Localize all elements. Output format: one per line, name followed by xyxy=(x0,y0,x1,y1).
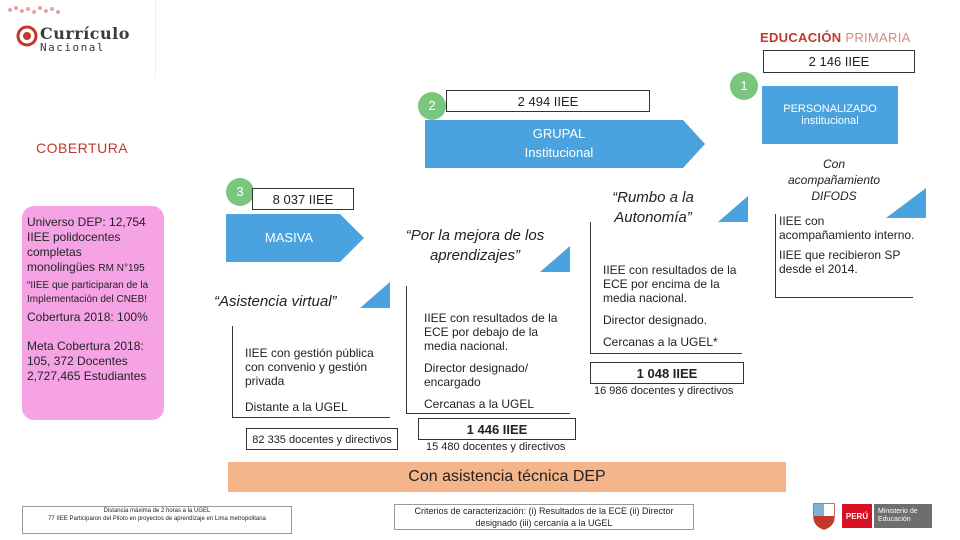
coverage-goal: Meta Cobertura 2018: 105, 372 Docentes 2,727,465 Estudiantes xyxy=(27,339,147,383)
coverage-title: COBERTURA xyxy=(36,140,129,156)
rumbo-staff: 16 986 docentes y directivos xyxy=(594,385,734,397)
level-bold: EDUCACIÓN xyxy=(760,30,842,45)
middle-staff: 15 480 docentes y directivos xyxy=(426,441,566,453)
tier1-name: PERSONALIZADO xyxy=(783,103,877,115)
mejora-slogan: “Por la mejora de los aprendizajes” xyxy=(405,227,545,264)
tier1-sub: institucional xyxy=(801,115,859,127)
tier3-staff-box xyxy=(246,428,398,450)
tier2-name: GRUPAL xyxy=(532,126,586,141)
middle-total: 1 446 IIEE xyxy=(466,422,528,437)
coverage-2018: Cobertura 2018: 100% xyxy=(27,310,148,324)
tier2-sub: Institucional xyxy=(524,145,594,160)
ministry-name-badge xyxy=(874,504,932,528)
criteria-text: Criterios de caracterización: (i) Resultados de la ECE (ii) Director designado (iii) cercanía a la UGEL xyxy=(414,506,674,528)
tier2-grupal-label xyxy=(425,124,693,162)
middle-crit2: Director designado/ encargado xyxy=(424,361,529,389)
tier3-crit2: Distante a la UGEL xyxy=(245,400,348,414)
universe-text: Universo DEP: 12,754 IIEE polidocentes completas monolingües RM N°195 xyxy=(27,215,146,274)
tier2-number: 2 xyxy=(418,92,446,120)
middle-crit1: IIEE con resultados de la ECE por debajo de la media nacional. xyxy=(424,311,558,353)
logo-subtitle: Nacional xyxy=(40,41,105,54)
tier1-personalizado-block xyxy=(762,86,898,144)
tier1-count-box xyxy=(763,50,915,73)
rumbo-slogan: “Rumbo a la Autonomía” xyxy=(612,189,694,226)
tier1-criteria-outline xyxy=(775,214,913,298)
rumbo-total-box xyxy=(590,362,744,384)
tier3-name: MASIVA xyxy=(264,230,314,245)
dep-banner-text: Con asistencia técnica DEP xyxy=(408,468,606,485)
ministry-name: Ministerio de Educación xyxy=(878,508,918,523)
cneb-note: “IIEE que participaran de la Implementación del CNEB! xyxy=(27,280,149,305)
tier3-count-box xyxy=(252,188,354,210)
tier1-support: Con acompañamiento DIFODS xyxy=(787,157,881,203)
rumbo-crit3: Cercanas a la UGEL* xyxy=(603,335,718,349)
tier1-number: 1 xyxy=(730,72,758,100)
logo-area xyxy=(0,0,156,78)
country-name: PERÚ xyxy=(845,511,869,521)
footnote-text: Distancia máxima de 2 horas a la UGEL 77 IIEE Participaron del Piloto en proyectos de aprendizaje en Lima metropolitana xyxy=(48,508,266,522)
tier3-slogan-virtual: “Asistencia virtual” xyxy=(214,293,337,310)
tier2-count: 2 494 IIEE xyxy=(517,94,579,109)
tier1-crit1: IIEE con acompañamiento interno. xyxy=(779,214,915,242)
rm-text: RM N°195 xyxy=(98,263,145,274)
rumbo-criteria xyxy=(603,263,741,349)
rumbo-arrow-icon xyxy=(718,196,748,222)
tier1-count: 2 146 IIEE xyxy=(808,54,870,69)
peru-flag-badge xyxy=(842,504,872,528)
tier3-virtual-arrow-icon xyxy=(360,282,390,308)
tier3-staff: 82 335 docentes y directivos xyxy=(252,434,392,446)
decorative-dots-icon xyxy=(6,4,66,20)
tier3-criteria xyxy=(245,346,387,414)
dep-banner xyxy=(228,462,786,492)
middle-criteria xyxy=(424,311,564,411)
curriculo-logo-icon xyxy=(14,24,40,48)
coverage-panel-text xyxy=(27,215,153,384)
rumbo-total: 1 048 IIEE xyxy=(636,366,698,381)
rumbo-crit1: IIEE con resultados de la ECE por encima de la media nacional. xyxy=(603,263,737,305)
ministry-logo xyxy=(812,498,952,534)
mejora-arrow-icon xyxy=(540,246,570,272)
logo-title: Currículo xyxy=(40,24,130,43)
middle-total-box xyxy=(418,418,576,440)
rumbo-crit2: Director designado. xyxy=(603,313,708,327)
education-level-title xyxy=(760,30,911,45)
middle-crit3: Cercanas a la UGEL xyxy=(424,397,535,411)
tier1-crit2: IIEE que recibieron SP desde el 2014. xyxy=(779,248,901,276)
tier3-count: 8 037 IIEE xyxy=(272,192,334,207)
level-light: PRIMARIA xyxy=(845,30,911,45)
tier3-number: 3 xyxy=(226,178,254,206)
peru-shield-icon xyxy=(812,502,836,530)
tier3-crit1: IIEE con gestión pública con convenio y gestión privada xyxy=(245,346,374,388)
tier2-count-box xyxy=(446,90,650,112)
